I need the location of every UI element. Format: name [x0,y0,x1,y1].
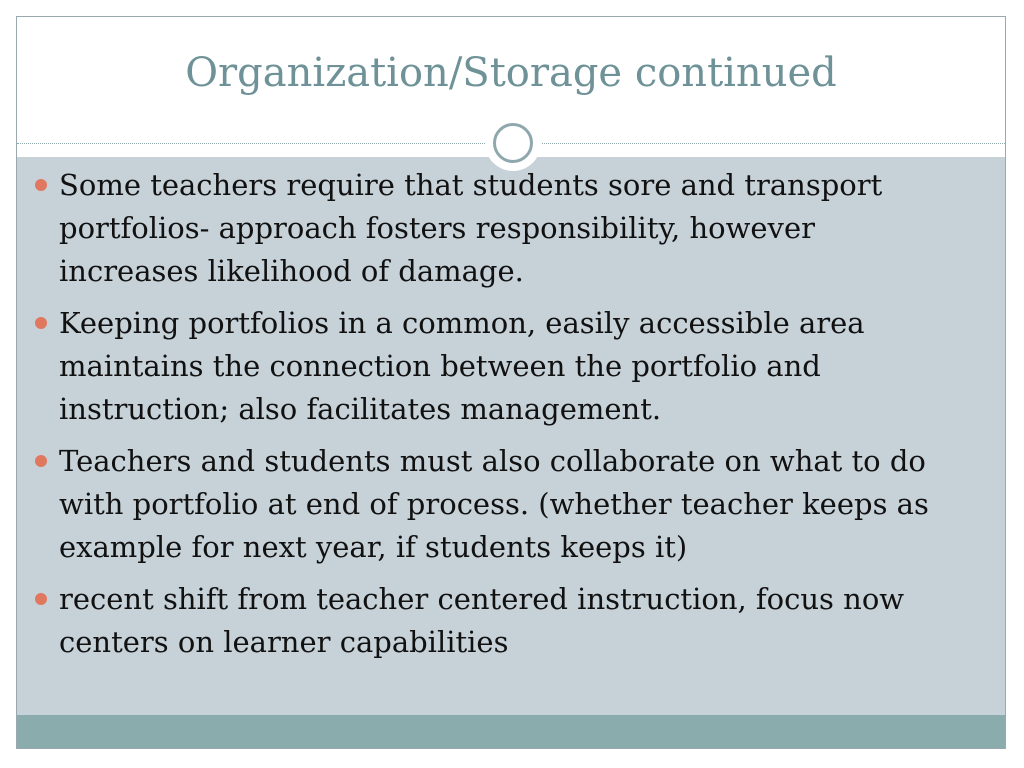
ornament-ring [493,123,533,163]
bullet-item [32,440,962,569]
bullet-list [32,164,962,673]
footer-band [17,715,1005,748]
bullet-dot-icon [35,317,47,329]
bullet-dot-icon [35,179,47,191]
bullet-text: recent shift from teacher centered instruction, focus now centers on learner capabilities [59,582,905,659]
bullet-text: Some teachers require that students sore and transport portfolios- approach fosters responsibility, however increases likelihood of damage. [59,168,883,288]
circle-ornament-icon [485,115,541,171]
bullet-dot-icon [35,593,47,605]
bullet-item [32,164,962,293]
slide-title: Organization/Storage continued [185,50,837,96]
bullet-item [32,578,962,664]
bullet-item [32,302,962,431]
bullet-text: Keeping portfolios in a common, easily accessible area maintains the connection between the portfolio and instruction; also facilitates management. [59,306,865,426]
bullet-dot-icon [35,455,47,467]
bullet-text: Teachers and students must also collaborate on what to do with portfolio at end of process. (whether teacher keeps as example for next year, if students keeps it) [59,444,929,564]
